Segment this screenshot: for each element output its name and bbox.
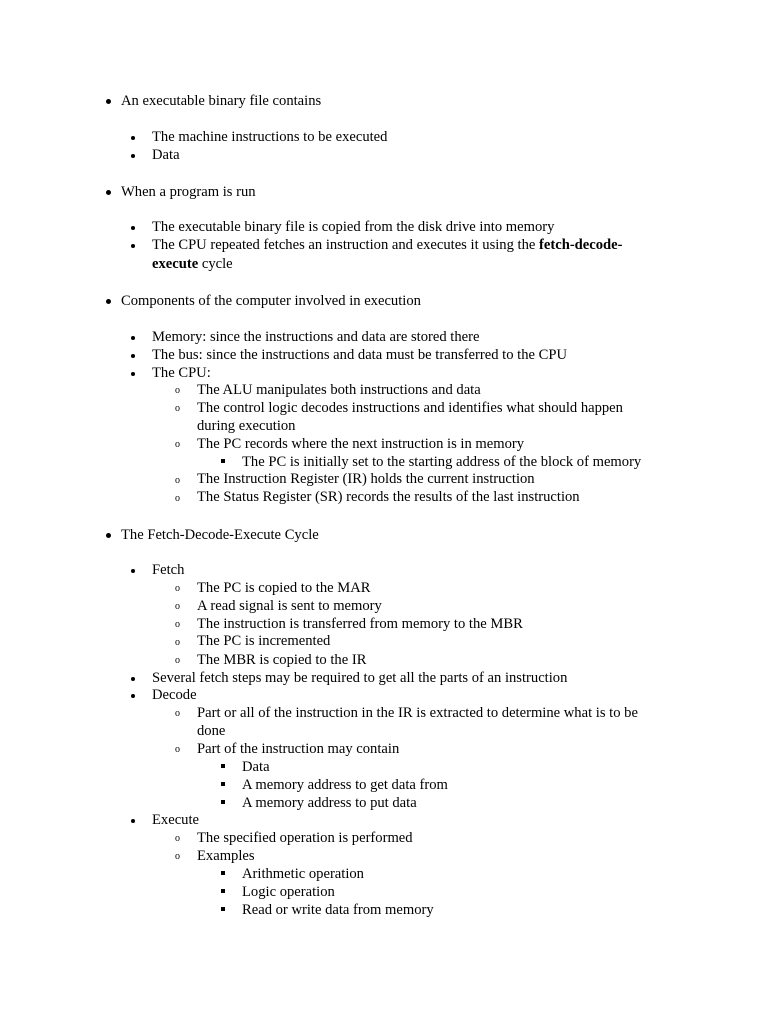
sub-item: The instruction is transferred from memory to the MBR (197, 616, 523, 632)
sub-item-continuation: done (197, 723, 226, 739)
sub-item: The Instruction Register (IR) holds the current instruction (197, 471, 535, 487)
bullet-square (221, 800, 225, 804)
bullet-circle: o (175, 475, 180, 486)
bullet-disc (131, 226, 135, 230)
sub-item: Part of the instruction may contain (197, 741, 400, 757)
sub-item: The PC is copied to the MAR (197, 580, 371, 596)
sub-sub-item: A memory address to get data from (242, 777, 448, 793)
list-item: The CPU repeated fetches an instruction and executes it using the fetch-decode- (152, 237, 623, 253)
list-item: The CPU: (152, 365, 211, 381)
sub-item: The MBR is copied to the IR (197, 652, 367, 668)
bullet-circle: o (175, 385, 180, 396)
bullet-disc (131, 136, 135, 140)
sub-sub-item: A memory address to put data (242, 795, 417, 811)
list-item: Fetch (152, 562, 185, 578)
bullet-circle: o (175, 493, 180, 504)
section-heading: An executable binary file contains (121, 93, 322, 109)
list-item: The machine instructions to be executed (152, 129, 388, 145)
bullet-circle: o (175, 833, 180, 844)
list-item: Several fetch steps may be required to get all the parts of an instruction (152, 670, 568, 686)
section-heading: The Fetch-Decode-Execute Cycle (121, 527, 319, 543)
bullet-disc (131, 244, 135, 248)
bullet-disc (106, 190, 111, 195)
sub-item: A read signal is sent to memory (197, 598, 382, 614)
sub-sub-item: Logic operation (242, 884, 335, 900)
sub-item: The ALU manipulates both instructions and data (197, 382, 481, 398)
sub-sub-item: The PC is initially set to the starting address of the block of memory (242, 454, 642, 470)
sub-item: The control logic decodes instructions and identifies what should happen (197, 400, 623, 416)
bullet-square (221, 782, 225, 786)
bullet-disc (106, 533, 111, 538)
sub-item: The Status Register (SR) records the results of the last instruction (197, 489, 580, 505)
bold-term: execute (152, 256, 199, 272)
sub-item: Examples (197, 848, 255, 864)
list-item: The bus: since the instructions and data must be transferred to the CPU (152, 347, 568, 363)
bullet-disc (131, 819, 135, 823)
list-item-continuation: execute cycle (152, 256, 233, 272)
bullet-circle: o (175, 655, 180, 666)
bullet-disc (131, 677, 135, 681)
bullet-circle: o (175, 744, 180, 755)
list-item: Data (152, 147, 180, 163)
bullet-square (221, 459, 225, 463)
bullet-circle: o (175, 637, 180, 648)
bullet-disc (131, 336, 135, 340)
bullet-disc (131, 372, 135, 376)
list-item: The executable binary file is copied from the disk drive into memory (152, 219, 555, 235)
section-heading: When a program is run (121, 184, 256, 200)
bullet-disc (106, 99, 111, 104)
section-heading: Components of the computer involved in execution (121, 293, 421, 309)
bold-term: fetch-decode- (539, 237, 623, 253)
list-item: Memory: since the instructions and data are stored there (152, 329, 480, 345)
bullet-circle: o (175, 403, 180, 414)
bullet-square (221, 871, 225, 875)
sub-item: The PC records where the next instruction is in memory (197, 436, 525, 452)
bullet-square (221, 907, 225, 911)
list-item: Decode (152, 687, 197, 703)
bullet-disc (131, 154, 135, 158)
sub-item-continuation: during execution (197, 418, 296, 434)
bullet-circle: o (175, 619, 180, 630)
list-item: Execute (152, 812, 199, 828)
bullet-square (221, 764, 225, 768)
bullet-disc (131, 569, 135, 573)
bullet-circle: o (175, 439, 180, 450)
bullet-disc (131, 354, 135, 358)
bullet-circle: o (175, 708, 180, 719)
sub-item: The specified operation is performed (197, 830, 413, 846)
bullet-disc (131, 694, 135, 698)
sub-item: The PC is incremented (197, 633, 331, 649)
sub-sub-item: Read or write data from memory (242, 902, 434, 918)
bullet-square (221, 889, 225, 893)
bullet-circle: o (175, 601, 180, 612)
bullet-circle: o (175, 851, 180, 862)
sub-sub-item: Arithmetic operation (242, 866, 364, 882)
bullet-circle: o (175, 583, 180, 594)
sub-item: Part or all of the instruction in the IR is extracted to determine what is to be (197, 705, 638, 721)
bullet-disc (106, 299, 111, 304)
sub-sub-item: Data (242, 759, 270, 775)
